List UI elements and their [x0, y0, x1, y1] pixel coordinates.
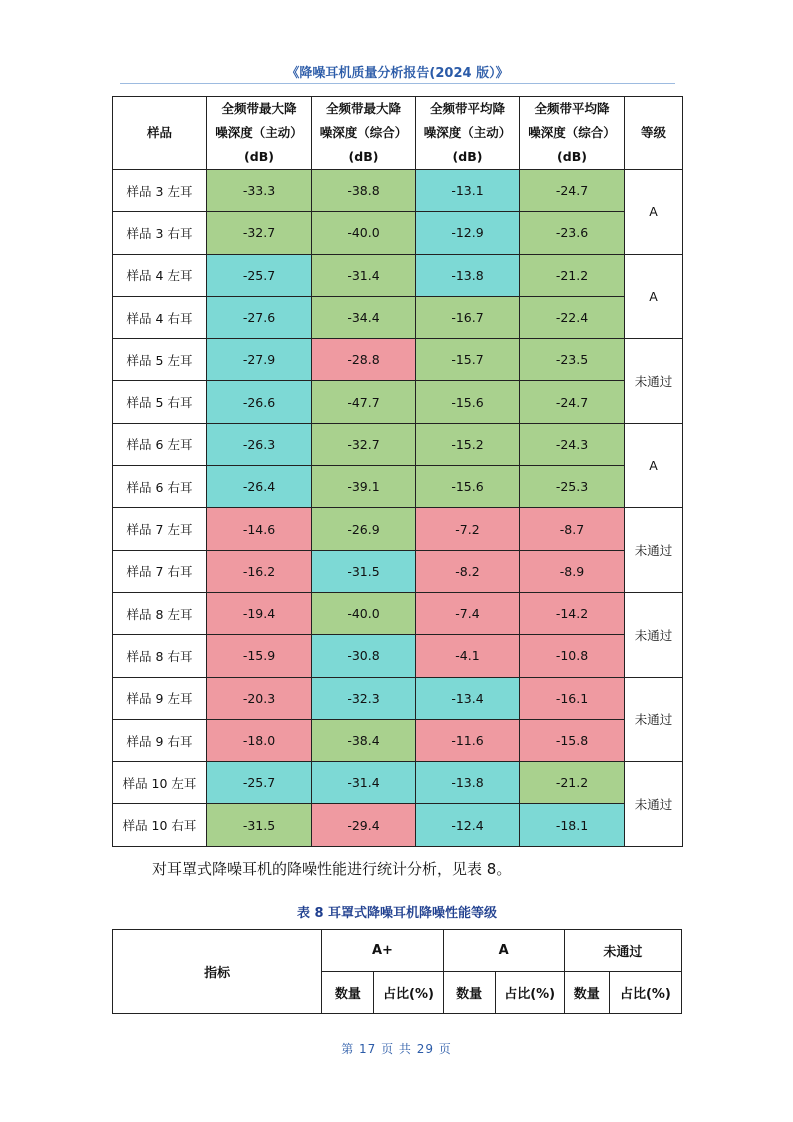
cell-value: -26.3 — [207, 423, 312, 465]
report-header-title: 《降噪耳机质量分析报告(2024 版）》 — [286, 66, 509, 81]
cell-value: -31.5 — [312, 550, 416, 592]
sample-name: 样品 5 左耳 — [113, 339, 207, 381]
cell-value: -24.3 — [520, 423, 625, 465]
sample-name: 样品 10 左耳 — [113, 762, 207, 804]
header-max-combined: 全频带最大降 噪深度（综合） (dB) — [312, 97, 416, 170]
table8-header-row — [113, 930, 682, 972]
cell-value: -23.6 — [520, 212, 625, 254]
cell-value: -32.3 — [312, 677, 416, 719]
grade-cell: A — [625, 254, 683, 339]
cell-value: -8.7 — [520, 508, 625, 550]
sample-name: 样品 4 左耳 — [113, 254, 207, 296]
cell-value: -47.7 — [312, 381, 416, 423]
cell-value: -27.9 — [207, 339, 312, 381]
sample-name: 样品 8 右耳 — [113, 635, 207, 677]
cell-value: -23.5 — [520, 339, 625, 381]
cell-value: -8.2 — [416, 550, 520, 592]
grade-cell: 未通过 — [625, 592, 683, 677]
cell-value: -34.4 — [312, 296, 416, 338]
cell-value: -32.7 — [207, 212, 312, 254]
cell-value: -7.4 — [416, 592, 520, 634]
sample-name: 样品 3 右耳 — [113, 212, 207, 254]
page-number: 第 17 页 共 29 页 — [341, 1042, 452, 1056]
cell-value: -39.1 — [312, 466, 416, 508]
sample-name: 样品 6 左耳 — [113, 423, 207, 465]
cell-value: -40.0 — [312, 212, 416, 254]
cell-value: -26.4 — [207, 466, 312, 508]
cell-value: -12.4 — [416, 804, 520, 846]
cell-value: -16.2 — [207, 550, 312, 592]
cell-value: -21.2 — [520, 254, 625, 296]
cell-value: -24.7 — [520, 170, 625, 212]
cell-value: -25.7 — [207, 254, 312, 296]
noise-reduction-table — [112, 96, 683, 847]
grade-cell: 未通过 — [625, 339, 683, 424]
sample-name: 样品 5 右耳 — [113, 381, 207, 423]
table-row — [113, 592, 683, 634]
cell-value: -14.2 — [520, 592, 625, 634]
cell-value: -20.3 — [207, 677, 312, 719]
cell-value: -38.8 — [312, 170, 416, 212]
grade-cell: 未通过 — [625, 508, 683, 593]
table-row — [113, 719, 683, 761]
table-row — [113, 254, 683, 296]
cell-value: -31.4 — [312, 254, 416, 296]
grade-cell: 未通过 — [625, 762, 683, 847]
cell-value: -7.2 — [416, 508, 520, 550]
ratio-header: 占比(%) — [495, 972, 564, 1014]
cell-value: -14.6 — [207, 508, 312, 550]
table-row — [113, 339, 683, 381]
cell-value: -15.7 — [416, 339, 520, 381]
cell-value: -15.8 — [520, 719, 625, 761]
group-a: A — [443, 930, 564, 972]
cell-value: -33.3 — [207, 170, 312, 212]
header-avg-combined: 全频带平均降 噪深度（综合） (dB) — [520, 97, 625, 170]
grade-stats-table — [112, 929, 682, 1014]
cell-value: -15.6 — [416, 381, 520, 423]
cell-value: -26.9 — [312, 508, 416, 550]
table-row — [113, 508, 683, 550]
count-header: 数量 — [443, 972, 495, 1014]
cell-value: -38.4 — [312, 719, 416, 761]
cell-value: -16.7 — [416, 296, 520, 338]
table-header-row — [113, 97, 683, 170]
cell-value: -29.4 — [312, 804, 416, 846]
body-paragraph: 对耳罩式降噪耳机的降噪性能进行统计分析，见表 8。 — [152, 860, 512, 878]
group-a-plus: A+ — [322, 930, 443, 972]
cell-value: -16.1 — [520, 677, 625, 719]
sample-name: 样品 10 右耳 — [113, 804, 207, 846]
cell-value: -21.2 — [520, 762, 625, 804]
grade-cell: 未通过 — [625, 677, 683, 762]
cell-value: -27.6 — [207, 296, 312, 338]
cell-value: -12.9 — [416, 212, 520, 254]
table-row — [113, 550, 683, 592]
cell-value: -13.8 — [416, 254, 520, 296]
table-row — [113, 296, 683, 338]
cell-value: -15.6 — [416, 466, 520, 508]
group-fail: 未通过 — [564, 930, 681, 972]
cell-value: -19.4 — [207, 592, 312, 634]
header-avg-active: 全频带平均降 噪深度（主动） (dB) — [416, 97, 520, 170]
sample-name: 样品 9 左耳 — [113, 677, 207, 719]
table-row — [113, 677, 683, 719]
cell-value: -31.5 — [207, 804, 312, 846]
cell-value: -31.4 — [312, 762, 416, 804]
table-row — [113, 170, 683, 212]
header-divider — [120, 83, 675, 84]
table-row — [113, 635, 683, 677]
header-max-active: 全频带最大降 噪深度（主动） (dB) — [207, 97, 312, 170]
cell-value: -13.1 — [416, 170, 520, 212]
cell-value: -4.1 — [416, 635, 520, 677]
count-header: 数量 — [322, 972, 374, 1014]
cell-value: -15.2 — [416, 423, 520, 465]
sample-name: 样品 7 左耳 — [113, 508, 207, 550]
cell-value: -18.1 — [520, 804, 625, 846]
cell-value: -11.6 — [416, 719, 520, 761]
table8-caption: 表 8 耳罩式降噪耳机降噪性能等级 — [296, 906, 498, 921]
sample-name: 样品 7 右耳 — [113, 550, 207, 592]
cell-value: -24.7 — [520, 381, 625, 423]
sample-name: 样品 9 右耳 — [113, 719, 207, 761]
ratio-header: 占比(%) — [374, 972, 443, 1014]
table-row — [113, 423, 683, 465]
table-row — [113, 804, 683, 846]
header-sample: 样品 — [113, 97, 207, 170]
cell-value: -32.7 — [312, 423, 416, 465]
grade-cell: A — [625, 170, 683, 255]
cell-value: -40.0 — [312, 592, 416, 634]
table-row — [113, 762, 683, 804]
cell-value: -26.6 — [207, 381, 312, 423]
count-header: 数量 — [564, 972, 609, 1014]
grade-cell: A — [625, 423, 683, 508]
sample-name: 样品 8 左耳 — [113, 592, 207, 634]
ratio-header: 占比(%) — [609, 972, 681, 1014]
cell-value: -30.8 — [312, 635, 416, 677]
sample-name: 样品 6 右耳 — [113, 466, 207, 508]
cell-value: -8.9 — [520, 550, 625, 592]
table-row — [113, 466, 683, 508]
cell-value: -18.0 — [207, 719, 312, 761]
cell-value: -22.4 — [520, 296, 625, 338]
cell-value: -28.8 — [312, 339, 416, 381]
cell-value: -13.8 — [416, 762, 520, 804]
table-row — [113, 212, 683, 254]
sample-name: 样品 3 左耳 — [113, 170, 207, 212]
sample-name: 样品 4 右耳 — [113, 296, 207, 338]
cell-value: -10.8 — [520, 635, 625, 677]
cell-value: -15.9 — [207, 635, 312, 677]
header-grade: 等级 — [625, 97, 683, 170]
table-row — [113, 381, 683, 423]
indicator-header: 指标 — [113, 930, 322, 1014]
cell-value: -25.7 — [207, 762, 312, 804]
cell-value: -13.4 — [416, 677, 520, 719]
cell-value: -25.3 — [520, 466, 625, 508]
